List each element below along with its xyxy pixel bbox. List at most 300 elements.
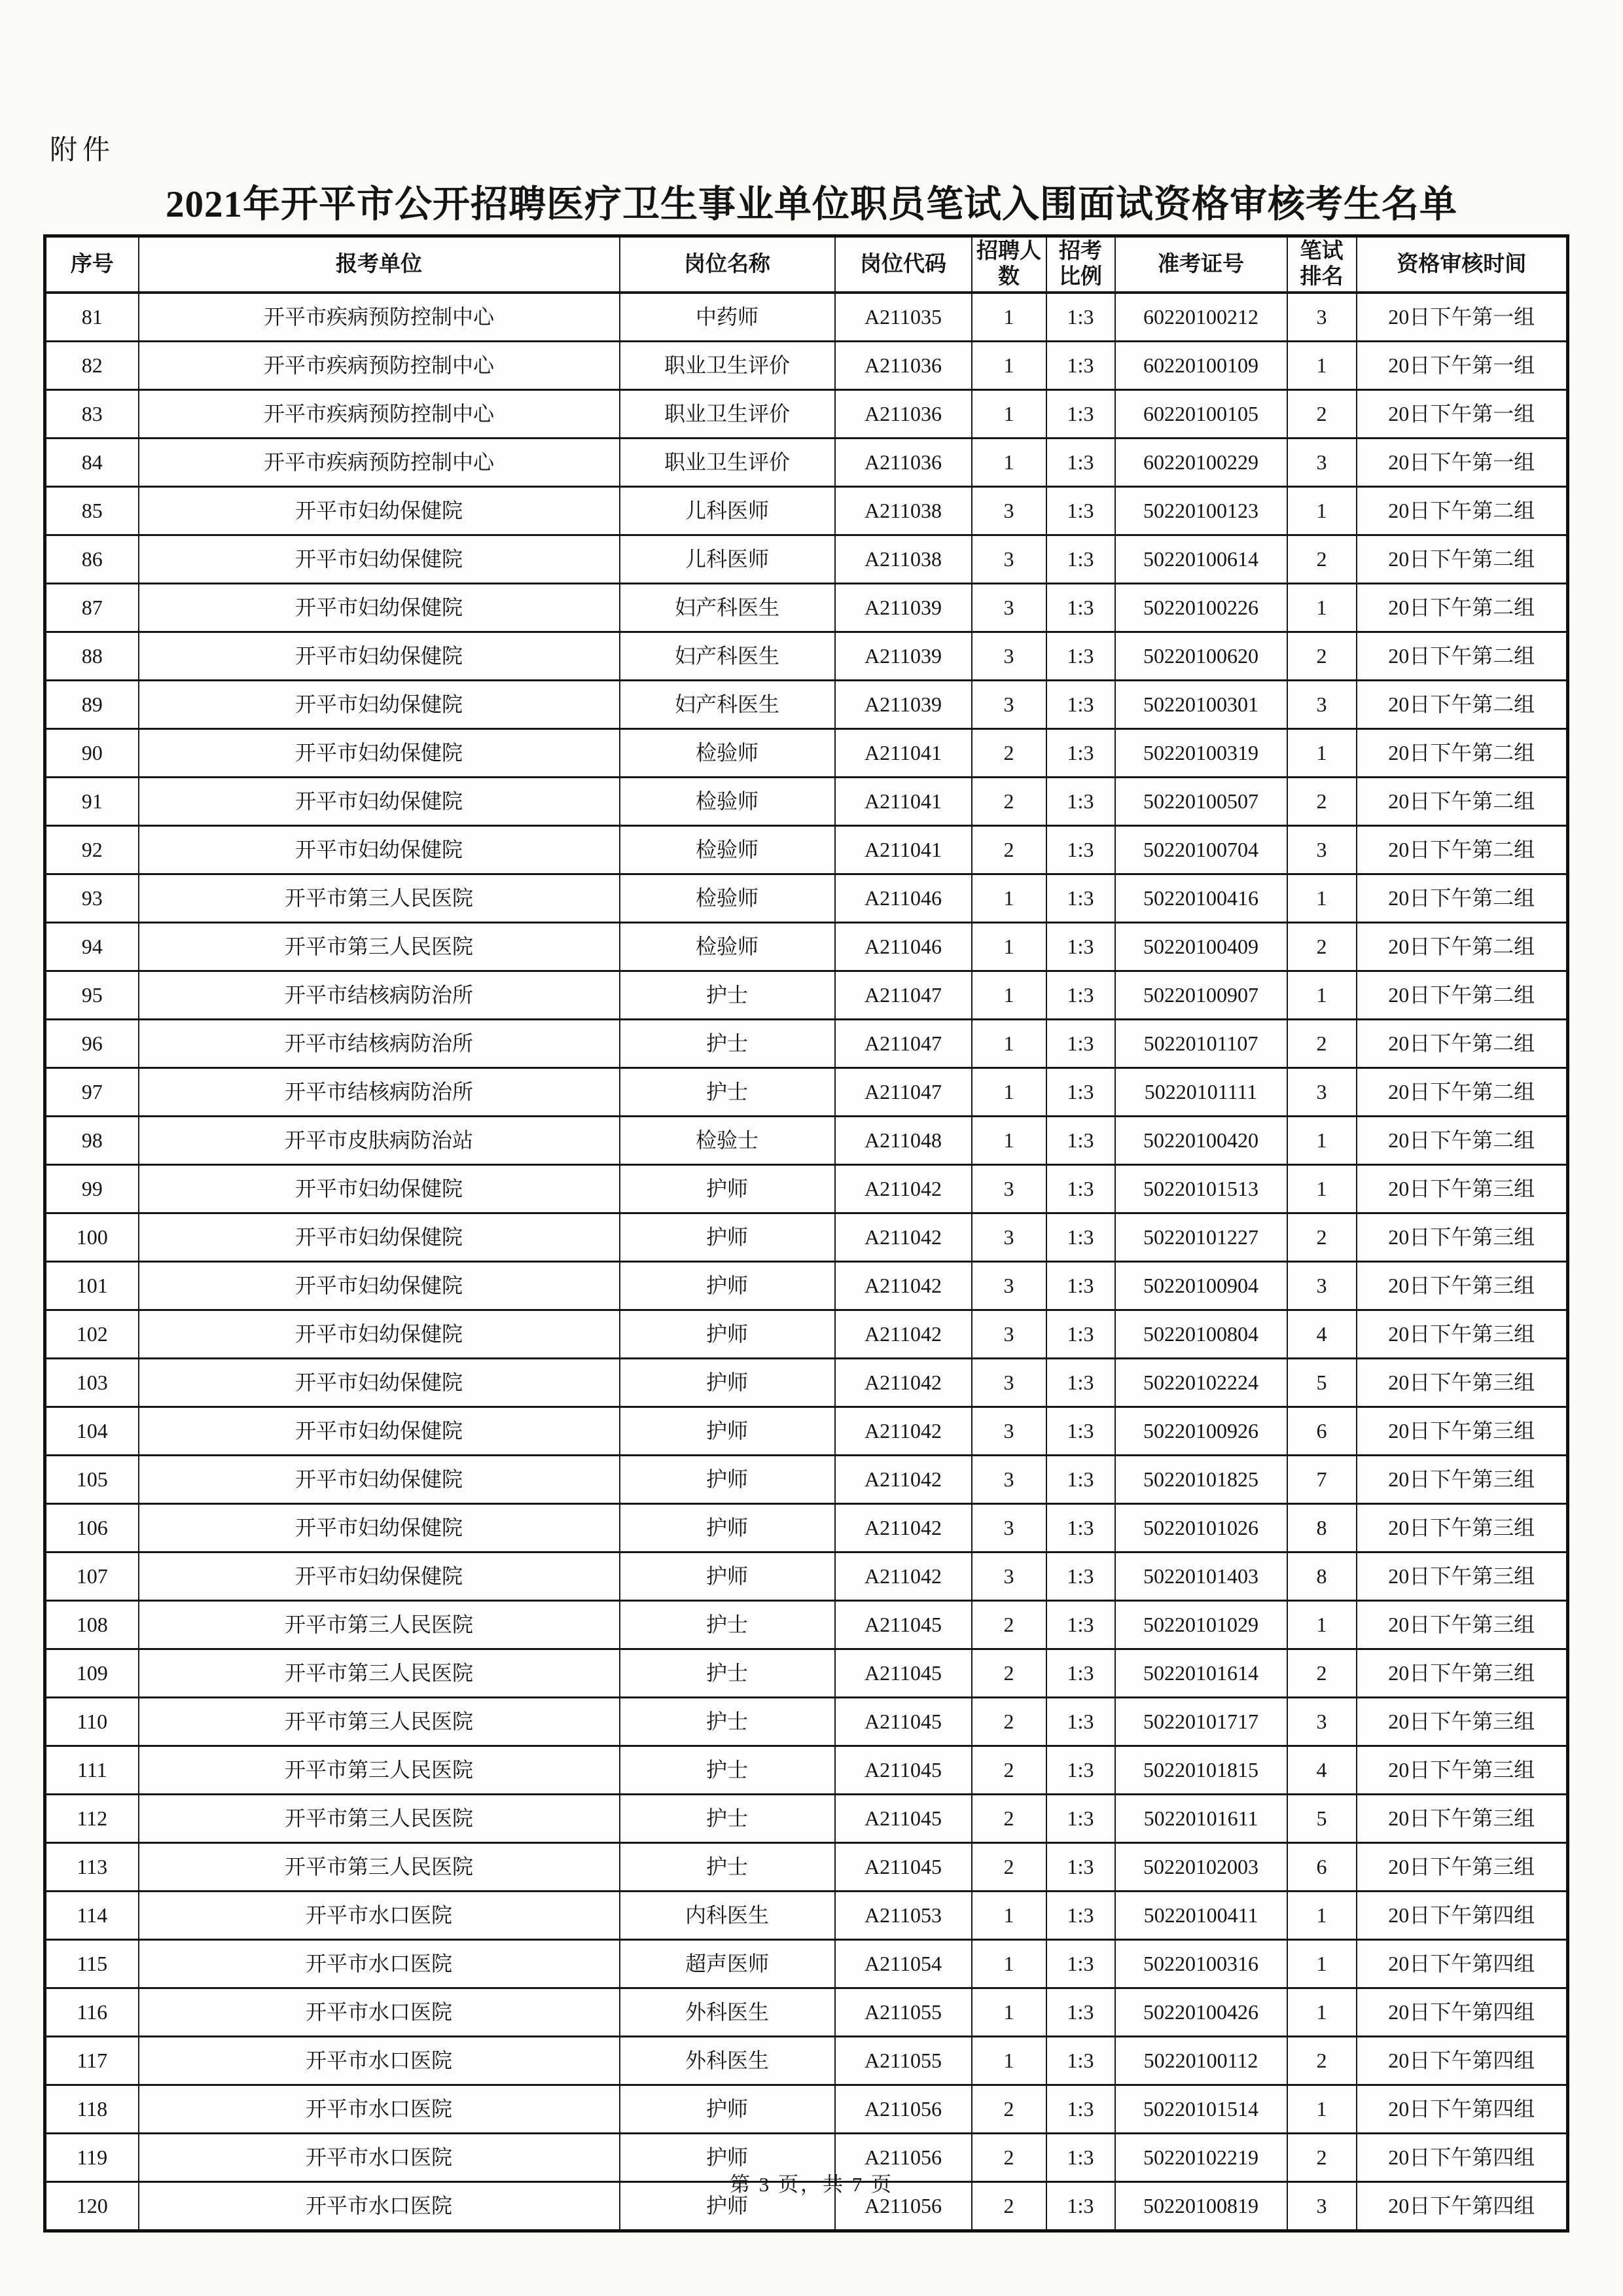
cell-position: 检验士: [620, 1117, 835, 1165]
cell-rank: 3: [1287, 1262, 1357, 1310]
cell-review-time: 20日下午第三组: [1357, 1601, 1568, 1649]
cell-openings: 3: [972, 1456, 1046, 1504]
cell-code: A211045: [835, 1795, 972, 1843]
table-row: [45, 1601, 1568, 1649]
cell-ratio: 1:3: [1046, 1601, 1115, 1649]
cell-rank: 7: [1287, 1456, 1357, 1504]
cell-seq: 98: [45, 1117, 139, 1165]
cell-code: A211056: [835, 2182, 972, 2231]
cell-openings: 2: [972, 2182, 1046, 2231]
cell-ticket: 50220100926: [1115, 1407, 1287, 1456]
cell-position: 护士: [620, 1601, 835, 1649]
cell-ticket: 50220101107: [1115, 1020, 1287, 1068]
cell-review-time: 20日下午第三组: [1357, 1552, 1568, 1601]
cell-ratio: 1:3: [1046, 1843, 1115, 1892]
cell-unit: 开平市第三人民医院: [139, 1601, 620, 1649]
cell-unit: 开平市结核病防治所: [139, 971, 620, 1020]
cell-ticket: 50220100426: [1115, 1988, 1287, 2037]
cell-code: A211055: [835, 1988, 972, 2037]
cell-code: A211042: [835, 1456, 972, 1504]
cell-ticket: 50220100819: [1115, 2182, 1287, 2231]
cell-rank: 3: [1287, 439, 1357, 487]
cell-rank: 1: [1287, 874, 1357, 923]
cell-rank: 8: [1287, 1552, 1357, 1601]
table-row: [45, 971, 1568, 1020]
cell-unit: 开平市妇幼保健院: [139, 1407, 620, 1456]
cell-ticket: 50220101227: [1115, 1213, 1287, 1262]
cell-review-time: 20日下午第四组: [1357, 2134, 1568, 2182]
table-row: [45, 1698, 1568, 1746]
cell-review-time: 20日下午第三组: [1357, 1649, 1568, 1698]
cell-code: A211035: [835, 293, 972, 342]
cell-unit: 开平市水口医院: [139, 1988, 620, 2037]
cell-ticket: 50220101614: [1115, 1649, 1287, 1698]
cell-ratio: 1:3: [1046, 1649, 1115, 1698]
cell-position: 检验师: [620, 923, 835, 971]
cell-review-time: 20日下午第二组: [1357, 826, 1568, 874]
table-row: [45, 1310, 1568, 1359]
column-header-ticket: 准考证号: [1115, 236, 1287, 293]
cell-ratio: 1:3: [1046, 971, 1115, 1020]
cell-rank: 1: [1287, 1117, 1357, 1165]
attachment-label: 附件: [50, 135, 116, 166]
cell-openings: 3: [972, 1165, 1046, 1213]
cell-code: A211038: [835, 487, 972, 535]
cell-unit: 开平市第三人民医院: [139, 1698, 620, 1746]
cell-position: 护师: [620, 1552, 835, 1601]
cell-ticket: 50220100614: [1115, 535, 1287, 584]
cell-ticket: 50220100226: [1115, 584, 1287, 632]
cell-openings: 3: [972, 1407, 1046, 1456]
cell-position: 护士: [620, 1746, 835, 1795]
cell-seq: 82: [45, 342, 139, 390]
cell-position: 检验师: [620, 729, 835, 778]
cell-openings: 1: [972, 1892, 1046, 1940]
cell-rank: 1: [1287, 487, 1357, 535]
cell-code: A211045: [835, 1649, 972, 1698]
cell-position: 护师: [620, 1359, 835, 1407]
cell-ratio: 1:3: [1046, 2037, 1115, 2085]
cell-ticket: 50220100112: [1115, 2037, 1287, 2085]
cell-review-time: 20日下午第二组: [1357, 681, 1568, 729]
cell-unit: 开平市水口医院: [139, 2037, 620, 2085]
cell-code: A211042: [835, 1407, 972, 1456]
cell-seq: 117: [45, 2037, 139, 2085]
cell-ratio: 1:3: [1046, 1892, 1115, 1940]
cell-seq: 101: [45, 1262, 139, 1310]
cell-rank: 1: [1287, 1165, 1357, 1213]
cell-review-time: 20日下午第一组: [1357, 390, 1568, 439]
cell-seq: 104: [45, 1407, 139, 1456]
cell-code: A211046: [835, 923, 972, 971]
cell-position: 护师: [620, 2085, 835, 2134]
cell-ticket: 50220100123: [1115, 487, 1287, 535]
cell-openings: 2: [972, 1601, 1046, 1649]
table-row: [45, 1892, 1568, 1940]
cell-openings: 3: [972, 1213, 1046, 1262]
cell-seq: 84: [45, 439, 139, 487]
cell-code: A211045: [835, 1843, 972, 1892]
cell-ratio: 1:3: [1046, 342, 1115, 390]
cell-openings: 1: [972, 342, 1046, 390]
cell-position: 护士: [620, 1649, 835, 1698]
cell-rank: 2: [1287, 2134, 1357, 2182]
cell-review-time: 20日下午第三组: [1357, 1843, 1568, 1892]
cell-rank: 1: [1287, 342, 1357, 390]
cell-unit: 开平市妇幼保健院: [139, 487, 620, 535]
cell-review-time: 20日下午第三组: [1357, 1213, 1568, 1262]
table-row: [45, 1068, 1568, 1117]
cell-ticket: 60220100212: [1115, 293, 1287, 342]
cell-openings: 3: [972, 1262, 1046, 1310]
cell-seq: 95: [45, 971, 139, 1020]
cell-ratio: 1:3: [1046, 584, 1115, 632]
cell-openings: 1: [972, 874, 1046, 923]
table-body: [45, 293, 1568, 2231]
cell-review-time: 20日下午第三组: [1357, 1359, 1568, 1407]
cell-ratio: 1:3: [1046, 1068, 1115, 1117]
cell-ratio: 1:3: [1046, 1746, 1115, 1795]
cell-unit: 开平市疾病预防控制中心: [139, 390, 620, 439]
column-header-openings: 招聘人数: [972, 236, 1046, 293]
cell-ratio: 1:3: [1046, 487, 1115, 535]
table-row: [45, 632, 1568, 681]
table-row: [45, 1407, 1568, 1456]
cell-unit: 开平市第三人民医院: [139, 1649, 620, 1698]
table-row: [45, 1213, 1568, 1262]
cell-openings: 1: [972, 1988, 1046, 2037]
cell-openings: 3: [972, 1310, 1046, 1359]
cell-openings: 2: [972, 1698, 1046, 1746]
table-row: [45, 2085, 1568, 2134]
cell-seq: 81: [45, 293, 139, 342]
cell-openings: 2: [972, 826, 1046, 874]
table-row: [45, 535, 1568, 584]
cell-code: A211045: [835, 1601, 972, 1649]
cell-position: 职业卫生评价: [620, 439, 835, 487]
cell-review-time: 20日下午第一组: [1357, 439, 1568, 487]
cell-ratio: 1:3: [1046, 2182, 1115, 2231]
table-row: [45, 1359, 1568, 1407]
cell-seq: 97: [45, 1068, 139, 1117]
cell-ticket: 50220100316: [1115, 1940, 1287, 1988]
cell-position: 检验师: [620, 826, 835, 874]
cell-openings: 1: [972, 1020, 1046, 1068]
cell-openings: 3: [972, 1504, 1046, 1552]
cell-unit: 开平市妇幼保健院: [139, 826, 620, 874]
cell-rank: 1: [1287, 584, 1357, 632]
table-row: [45, 584, 1568, 632]
cell-review-time: 20日下午第四组: [1357, 1988, 1568, 2037]
cell-ratio: 1:3: [1046, 1698, 1115, 1746]
cell-ratio: 1:3: [1046, 1795, 1115, 1843]
cell-review-time: 20日下午第二组: [1357, 778, 1568, 826]
cell-openings: 1: [972, 923, 1046, 971]
cell-seq: 115: [45, 1940, 139, 1988]
cell-code: A211036: [835, 439, 972, 487]
cell-rank: 2: [1287, 778, 1357, 826]
cell-code: A211054: [835, 1940, 972, 1988]
table-row: [45, 826, 1568, 874]
cell-unit: 开平市疾病预防控制中心: [139, 342, 620, 390]
cell-ratio: 1:3: [1046, 1359, 1115, 1407]
cell-review-time: 20日下午第三组: [1357, 1310, 1568, 1359]
cell-code: A211041: [835, 826, 972, 874]
cell-position: 外科医生: [620, 1988, 835, 2037]
cell-ticket: 50220101111: [1115, 1068, 1287, 1117]
cell-ratio: 1:3: [1046, 1165, 1115, 1213]
cell-code: A211048: [835, 1117, 972, 1165]
cell-code: A211036: [835, 342, 972, 390]
cell-position: 外科医生: [620, 2037, 835, 2085]
cell-position: 护师: [620, 1310, 835, 1359]
cell-review-time: 20日下午第二组: [1357, 584, 1568, 632]
cell-rank: 6: [1287, 1843, 1357, 1892]
cell-ratio: 1:3: [1046, 535, 1115, 584]
cell-unit: 开平市结核病防治所: [139, 1020, 620, 1068]
table-row: [45, 390, 1568, 439]
cell-seq: 86: [45, 535, 139, 584]
table-row: [45, 1504, 1568, 1552]
cell-code: A211047: [835, 971, 972, 1020]
cell-rank: 5: [1287, 1359, 1357, 1407]
cell-ratio: 1:3: [1046, 1310, 1115, 1359]
cell-seq: 92: [45, 826, 139, 874]
cell-seq: 88: [45, 632, 139, 681]
table-row: [45, 487, 1568, 535]
cell-position: 儿科医师: [620, 535, 835, 584]
cell-ratio: 1:3: [1046, 681, 1115, 729]
cell-rank: 3: [1287, 681, 1357, 729]
cell-review-time: 20日下午第二组: [1357, 1068, 1568, 1117]
cell-code: A211056: [835, 2085, 972, 2134]
cell-position: 护师: [620, 1262, 835, 1310]
cell-ratio: 1:3: [1046, 1407, 1115, 1456]
cell-rank: 1: [1287, 1892, 1357, 1940]
cell-review-time: 20日下午第四组: [1357, 2037, 1568, 2085]
cell-seq: 120: [45, 2182, 139, 2231]
cell-position: 护师: [620, 1213, 835, 1262]
cell-seq: 89: [45, 681, 139, 729]
cell-openings: 1: [972, 1940, 1046, 1988]
cell-openings: 1: [972, 1117, 1046, 1165]
cell-review-time: 20日下午第三组: [1357, 1407, 1568, 1456]
cell-position: 护师: [620, 1407, 835, 1456]
cell-position: 护师: [620, 1504, 835, 1552]
cell-openings: 3: [972, 632, 1046, 681]
cell-openings: 2: [972, 729, 1046, 778]
cell-position: 职业卫生评价: [620, 390, 835, 439]
cell-review-time: 20日下午第四组: [1357, 2182, 1568, 2231]
table-row: [45, 923, 1568, 971]
cell-seq: 99: [45, 1165, 139, 1213]
cell-unit: 开平市妇幼保健院: [139, 1552, 620, 1601]
cell-rank: 2: [1287, 390, 1357, 439]
cell-seq: 119: [45, 2134, 139, 2182]
cell-rank: 1: [1287, 1601, 1357, 1649]
cell-openings: 1: [972, 293, 1046, 342]
cell-position: 护师: [620, 1165, 835, 1213]
column-header-rank: 笔试排名: [1287, 236, 1357, 293]
cell-ratio: 1:3: [1046, 923, 1115, 971]
cell-ticket: 50220100620: [1115, 632, 1287, 681]
cell-openings: 1: [972, 439, 1046, 487]
column-header-ratio: 招考比例: [1046, 236, 1115, 293]
cell-ratio: 1:3: [1046, 1456, 1115, 1504]
cell-rank: 2: [1287, 535, 1357, 584]
cell-unit: 开平市妇幼保健院: [139, 1165, 620, 1213]
cell-ratio: 1:3: [1046, 1117, 1115, 1165]
cell-ratio: 1:3: [1046, 1940, 1115, 1988]
cell-ticket: 60220100105: [1115, 390, 1287, 439]
cell-rank: 1: [1287, 2085, 1357, 2134]
cell-rank: 1: [1287, 729, 1357, 778]
cell-ticket: 50220101514: [1115, 2085, 1287, 2134]
cell-rank: 5: [1287, 1795, 1357, 1843]
cell-openings: 2: [972, 2134, 1046, 2182]
cell-rank: 2: [1287, 1020, 1357, 1068]
cell-code: A211042: [835, 1504, 972, 1552]
cell-seq: 112: [45, 1795, 139, 1843]
cell-code: A211046: [835, 874, 972, 923]
cell-openings: 1: [972, 2037, 1046, 2085]
cell-openings: 3: [972, 1552, 1046, 1601]
cell-rank: 3: [1287, 826, 1357, 874]
cell-unit: 开平市结核病防治所: [139, 1068, 620, 1117]
cell-seq: 94: [45, 923, 139, 971]
cell-position: 护士: [620, 1068, 835, 1117]
cell-ticket: 50220100301: [1115, 681, 1287, 729]
cell-seq: 114: [45, 1892, 139, 1940]
cell-unit: 开平市妇幼保健院: [139, 1262, 620, 1310]
cell-ticket: 50220100704: [1115, 826, 1287, 874]
cell-unit: 开平市第三人民医院: [139, 923, 620, 971]
cell-code: A211038: [835, 535, 972, 584]
cell-position: 超声医师: [620, 1940, 835, 1988]
cell-unit: 开平市妇幼保健院: [139, 1310, 620, 1359]
cell-seq: 103: [45, 1359, 139, 1407]
cell-ticket: 50220101026: [1115, 1504, 1287, 1552]
cell-ticket: 50220101825: [1115, 1456, 1287, 1504]
cell-position: 儿科医师: [620, 487, 835, 535]
cell-rank: 3: [1287, 293, 1357, 342]
cell-unit: 开平市第三人民医院: [139, 1795, 620, 1843]
cell-review-time: 20日下午第三组: [1357, 1456, 1568, 1504]
cell-seq: 107: [45, 1552, 139, 1601]
cell-review-time: 20日下午第二组: [1357, 874, 1568, 923]
cell-code: A211056: [835, 2134, 972, 2182]
cell-rank: 1: [1287, 1988, 1357, 2037]
cell-code: A211042: [835, 1552, 972, 1601]
column-header-code: 岗位代码: [835, 236, 972, 293]
cell-rank: 2: [1287, 1649, 1357, 1698]
table-row: [45, 342, 1568, 390]
cell-code: A211042: [835, 1165, 972, 1213]
cell-rank: 2: [1287, 1213, 1357, 1262]
cell-ratio: 1:3: [1046, 826, 1115, 874]
cell-code: A211053: [835, 1892, 972, 1940]
cell-seq: 87: [45, 584, 139, 632]
cell-unit: 开平市妇幼保健院: [139, 1504, 620, 1552]
cell-review-time: 20日下午第三组: [1357, 1795, 1568, 1843]
cell-review-time: 20日下午第一组: [1357, 293, 1568, 342]
cell-rank: 2: [1287, 2037, 1357, 2085]
cell-unit: 开平市第三人民医院: [139, 1843, 620, 1892]
cell-rank: 1: [1287, 1940, 1357, 1988]
cell-ratio: 1:3: [1046, 390, 1115, 439]
cell-ratio: 1:3: [1046, 874, 1115, 923]
cell-rank: 1: [1287, 971, 1357, 1020]
table-header-row: [45, 236, 1568, 293]
cell-ratio: 1:3: [1046, 1213, 1115, 1262]
table-row: [45, 1165, 1568, 1213]
cell-seq: 108: [45, 1601, 139, 1649]
page-footer: 第 3 页，共 7 页: [730, 2173, 893, 2196]
cell-code: A211039: [835, 632, 972, 681]
cell-openings: 3: [972, 535, 1046, 584]
cell-position: 护士: [620, 1795, 835, 1843]
cell-openings: 1: [972, 971, 1046, 1020]
cell-code: A211047: [835, 1020, 972, 1068]
cell-unit: 开平市水口医院: [139, 2134, 620, 2182]
cell-openings: 2: [972, 1746, 1046, 1795]
cell-openings: 2: [972, 2085, 1046, 2134]
cell-openings: 3: [972, 584, 1046, 632]
cell-position: 护士: [620, 1020, 835, 1068]
cell-review-time: 20日下午第一组: [1357, 342, 1568, 390]
cell-seq: 83: [45, 390, 139, 439]
cell-position: 检验师: [620, 874, 835, 923]
cell-openings: 3: [972, 1359, 1046, 1407]
cell-ticket: 50220101029: [1115, 1601, 1287, 1649]
cell-ratio: 1:3: [1046, 632, 1115, 681]
cell-unit: 开平市皮肤病防治站: [139, 1117, 620, 1165]
cell-ticket: 60220100109: [1115, 342, 1287, 390]
cell-openings: 2: [972, 778, 1046, 826]
cell-review-time: 20日下午第二组: [1357, 1117, 1568, 1165]
cell-ratio: 1:3: [1046, 293, 1115, 342]
cell-seq: 90: [45, 729, 139, 778]
cell-seq: 91: [45, 778, 139, 826]
cell-review-time: 20日下午第二组: [1357, 971, 1568, 1020]
column-header-seq: 序号: [45, 236, 139, 293]
cell-position: 护师: [620, 2182, 835, 2231]
cell-review-time: 20日下午第四组: [1357, 1940, 1568, 1988]
cell-review-time: 20日下午第二组: [1357, 1020, 1568, 1068]
table-row: [45, 1940, 1568, 1988]
cell-ratio: 1:3: [1046, 1020, 1115, 1068]
cell-ratio: 1:3: [1046, 1552, 1115, 1601]
cell-code: A211042: [835, 1359, 972, 1407]
cell-rank: 4: [1287, 1746, 1357, 1795]
cell-ratio: 1:3: [1046, 1988, 1115, 2037]
cell-rank: 2: [1287, 632, 1357, 681]
cell-ticket: 50220101403: [1115, 1552, 1287, 1601]
cell-code: A211042: [835, 1213, 972, 1262]
cell-openings: 2: [972, 1843, 1046, 1892]
cell-code: A211041: [835, 729, 972, 778]
cell-code: A211039: [835, 584, 972, 632]
cell-review-time: 20日下午第三组: [1357, 1698, 1568, 1746]
cell-ticket: 50220100420: [1115, 1117, 1287, 1165]
table-row: [45, 1456, 1568, 1504]
table-row: [45, 1649, 1568, 1698]
cell-ticket: 50220100507: [1115, 778, 1287, 826]
cell-ticket: 60220100229: [1115, 439, 1287, 487]
cell-seq: 109: [45, 1649, 139, 1698]
cell-rank: 3: [1287, 1068, 1357, 1117]
cell-openings: 3: [972, 487, 1046, 535]
